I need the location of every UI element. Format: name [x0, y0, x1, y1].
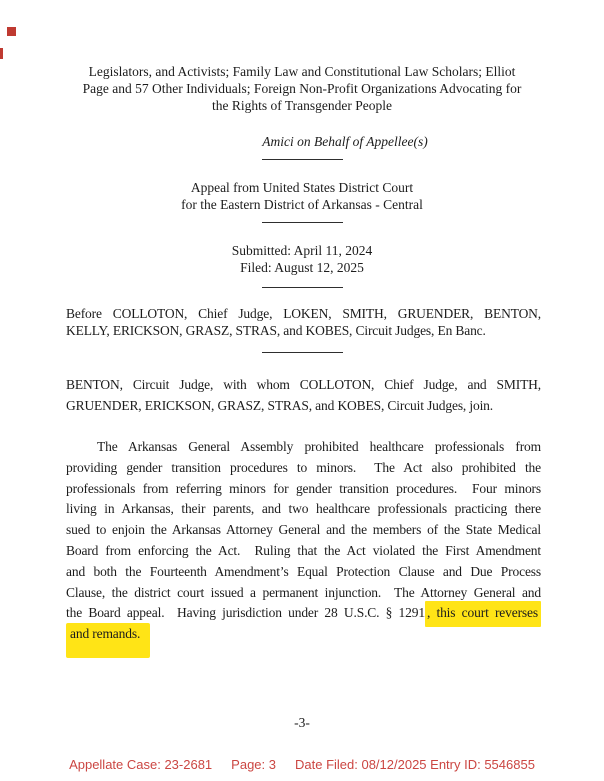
- opinion-body-paragraph: [66, 437, 541, 645]
- text-segment: Appeal from United States District Court: [190, 180, 414, 195]
- yellow-highlight-annotation: and remands.: [66, 623, 150, 658]
- text-line: [42, 242, 562, 259]
- stamp-appellate-case: Appellate Case: 23-2681: [69, 757, 213, 772]
- text-line: [66, 499, 541, 520]
- text-line: [66, 437, 541, 458]
- text-line: [42, 80, 562, 97]
- yellow-highlight-annotation: , this court reverses: [425, 601, 541, 627]
- text-segment: KELLY, ERICKSON, GRASZ, STRAS, and KOBES, Circuit Judges, En Banc.: [66, 323, 486, 339]
- text-line: [66, 322, 541, 339]
- text-segment: Before COLLOTON, Chief Judge, LOKEN, SMITH, GRUENDER, BENTON,: [66, 306, 541, 321]
- text-line: [42, 179, 562, 196]
- text-line: [66, 520, 541, 541]
- text-segment: The Arkansas General Assembly prohibited healthcare professionals from: [97, 439, 541, 454]
- stamp-page: Page: 3: [231, 757, 276, 772]
- section-separator-rule: [262, 287, 343, 288]
- amici-label: Amici on Behalf of Appellee(s): [262, 134, 428, 149]
- text-segment: Board from enforcing the Act. Ruling that the Act violated the First Amendment: [66, 542, 541, 558]
- text-segment: for the Eastern District of Arkansas - Central: [181, 197, 423, 212]
- text-line: [66, 541, 541, 562]
- section-separator-rule: [262, 159, 343, 160]
- text-segment: the Board appeal. Having jurisdiction under 28 U.S.C. § 1291: [66, 605, 425, 621]
- text-line: [66, 479, 541, 500]
- stamp-date-filed-entry-id: Date Filed: 08/12/2025 Entry ID: 5546855: [295, 757, 535, 772]
- text-line: [42, 97, 562, 114]
- text-segment: Legislators, and Activists; Family Law and Constitutional Law Scholars; Elliot: [88, 64, 516, 79]
- ecf-filing-stamp: [0, 757, 604, 772]
- text-segment: living in Arkansas, their parents, and two healthcare professionals practicing there: [66, 501, 541, 517]
- text-line: [66, 458, 541, 479]
- text-segment: Clause, the district court issued a permanent injunction. The Attorney General and: [66, 584, 541, 600]
- caption-amici-role: [42, 133, 562, 150]
- text-segment: providing gender transition procedures to minors. The Act also prohibited the: [66, 459, 541, 475]
- text-line: [66, 375, 541, 396]
- section-separator-rule: [262, 222, 343, 223]
- text-line: [66, 305, 541, 322]
- text-line: [42, 63, 562, 80]
- section-separator-rule: [262, 352, 343, 353]
- text-segment: sued to enjoin the Arkansas Attorney General and the members of the State Medical: [66, 522, 541, 538]
- text-line: [66, 583, 541, 604]
- text-segment: Page and 57 Other Individuals; Foreign Non-Profit Organizations Advocating for: [82, 81, 522, 96]
- text-segment: the Rights of Transgender People: [212, 98, 392, 113]
- caption-amici-parties: [42, 63, 562, 114]
- text-segment: GRUENDER, ERICKSON, GRASZ, STRAS, and KOBES, Circuit Judges, join.: [66, 397, 493, 413]
- text-line: [42, 196, 562, 213]
- opinion-author-joinder: [66, 375, 541, 417]
- text-line: [66, 562, 541, 583]
- text-segment: Filed: August 12, 2025: [240, 260, 364, 275]
- text-line: [66, 603, 541, 624]
- page-number: -3-: [294, 715, 310, 730]
- red-scan-artifact: [7, 27, 16, 36]
- text-segment: Submitted: April 11, 2024: [231, 243, 373, 258]
- text-line: [66, 396, 541, 417]
- red-scan-artifact: [0, 48, 3, 59]
- panel-composition: [66, 305, 541, 340]
- appeal-origin: [42, 179, 562, 213]
- text-segment: professionals from referring minors for gender transition procedures. Four minors: [66, 480, 541, 496]
- text-segment: BENTON, Circuit Judge, with whom COLLOTON, Chief Judge, and SMITH,: [66, 377, 541, 392]
- text-line: [42, 259, 562, 276]
- text-segment: and both the Fourteenth Amendment’s Equal Protection Clause and Due Process: [66, 563, 541, 579]
- submitted-filed-dates: [42, 242, 562, 276]
